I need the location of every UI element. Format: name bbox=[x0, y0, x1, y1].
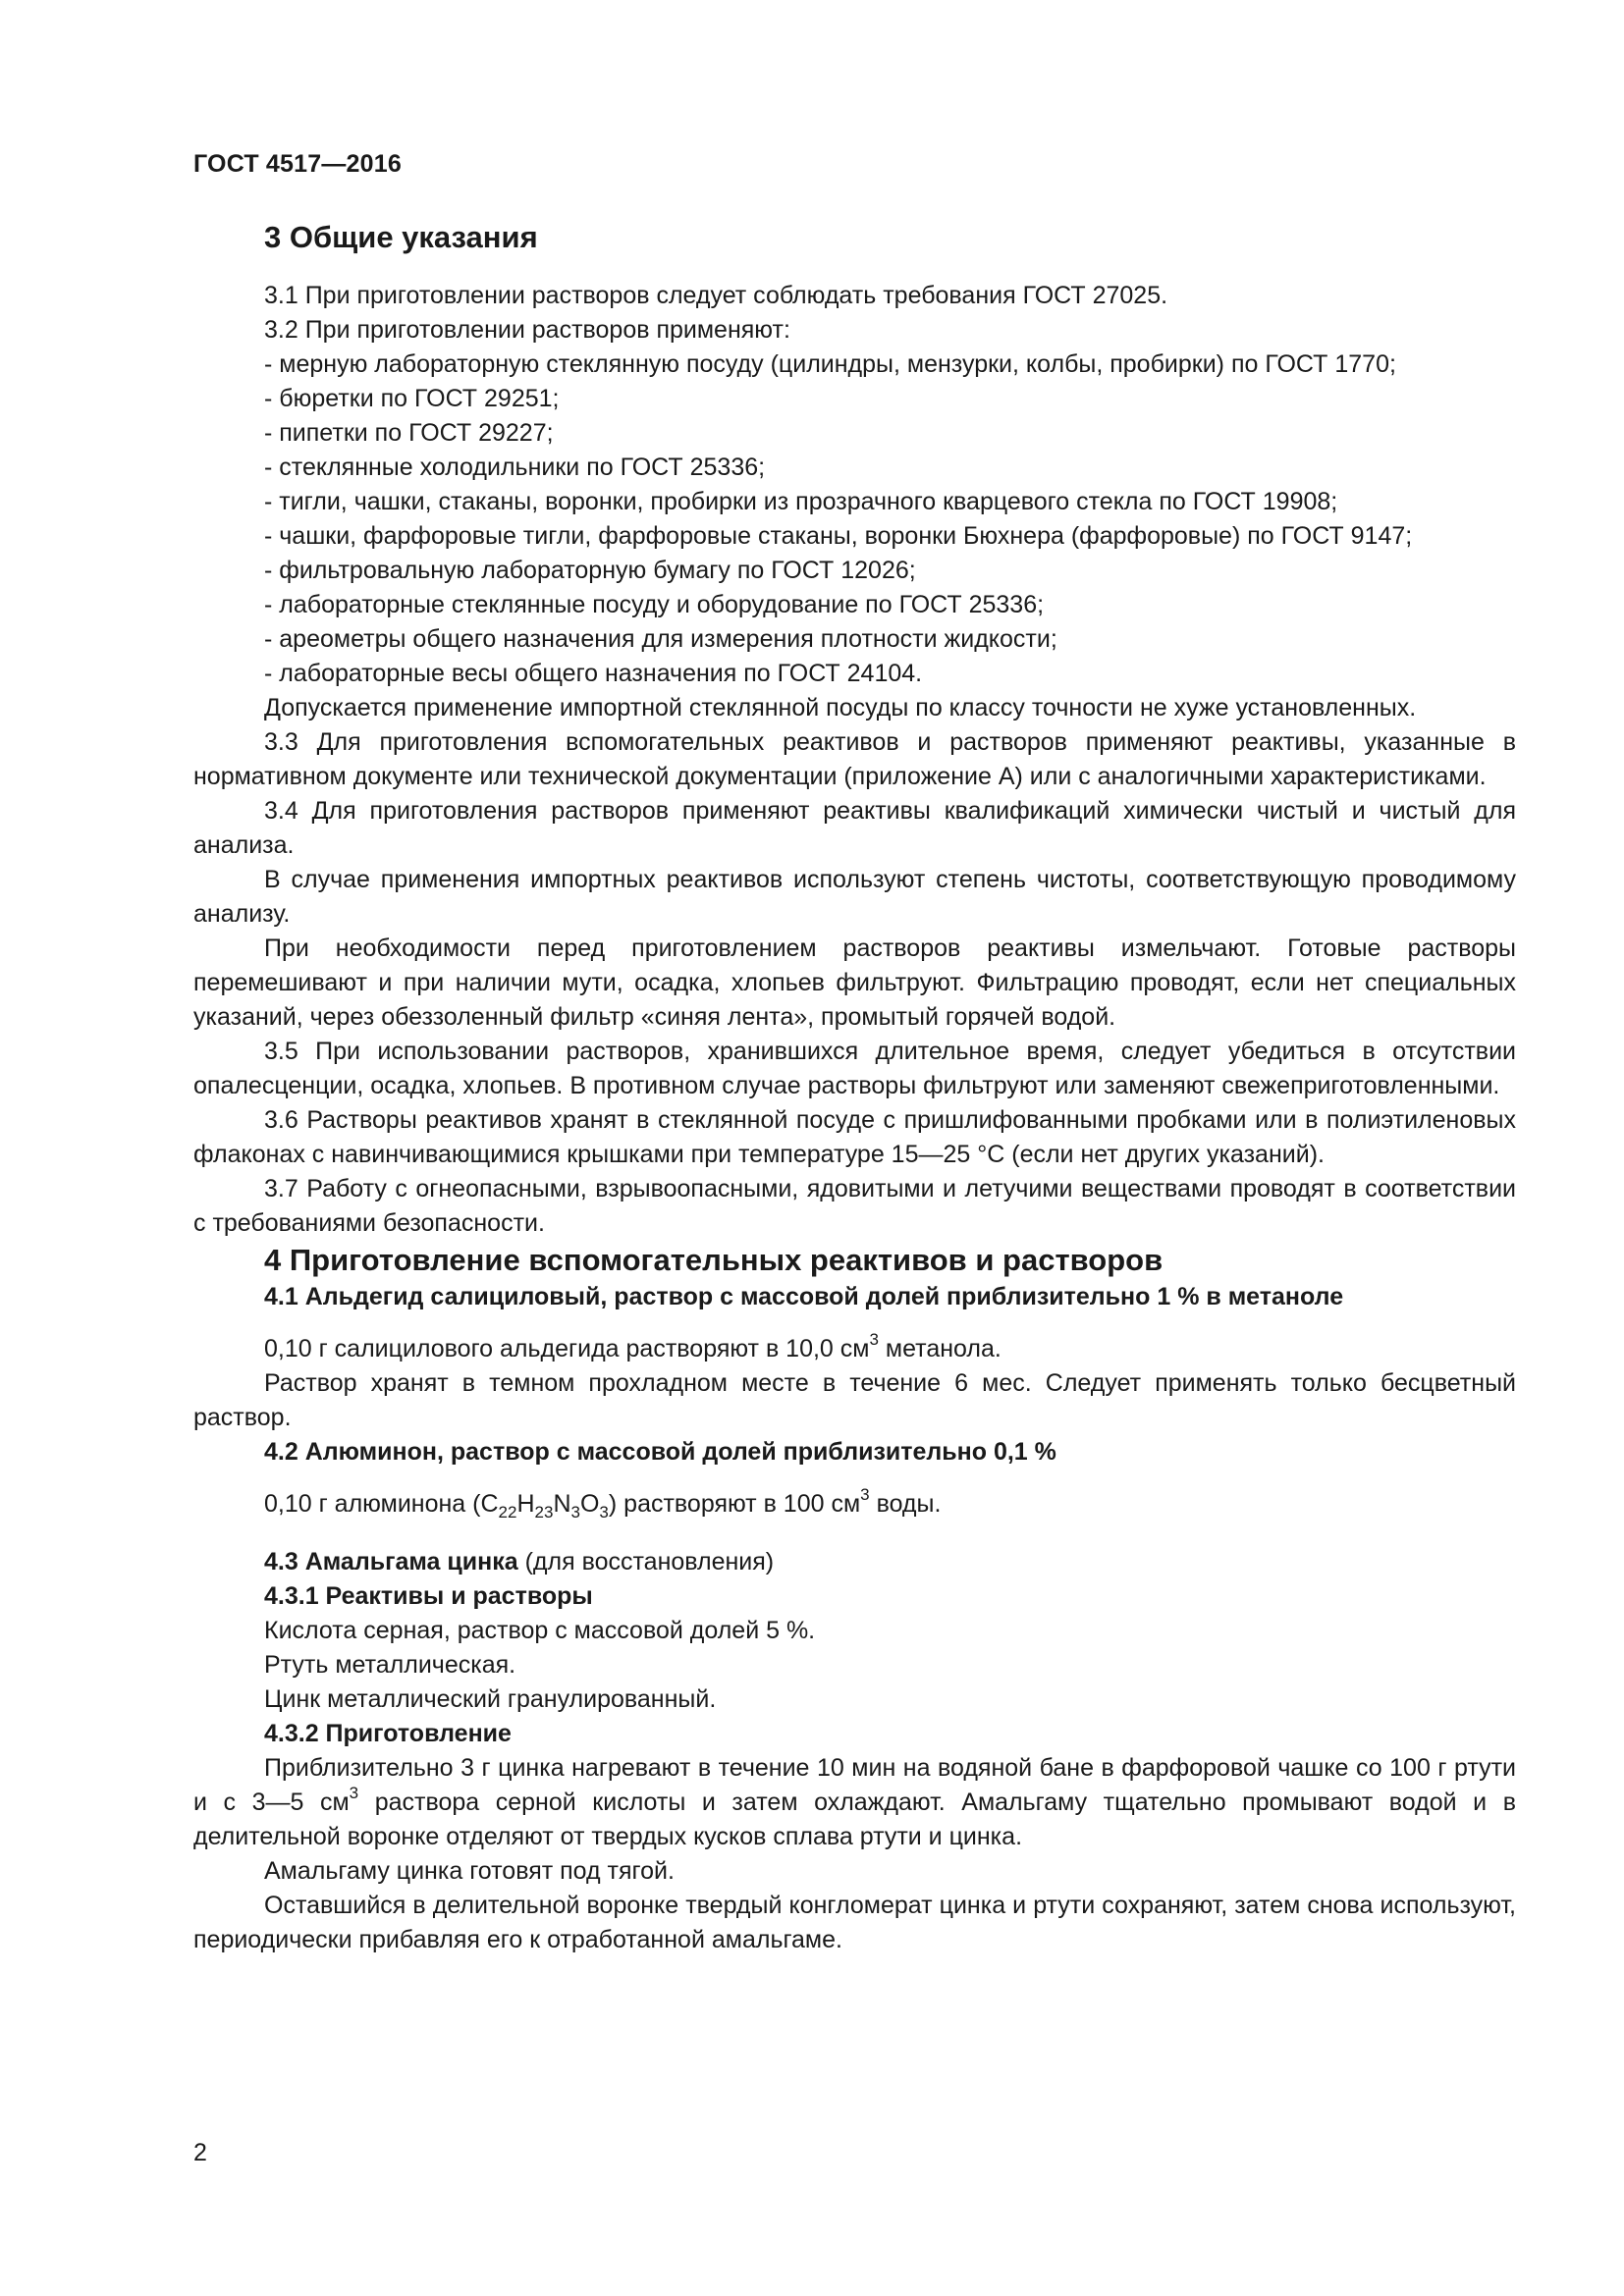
subscript: 23 bbox=[534, 1503, 554, 1522]
list-item: - мерную лабораторную стеклянную посуду (цилиндры, мензурки, колбы, пробирки) по ГОСТ 1770; bbox=[264, 350, 1396, 378]
list-item: - пипетки по ГОСТ 29227; bbox=[264, 419, 554, 447]
clause-4-2-recipe bbox=[193, 1484, 1516, 1522]
section-3-title: 3 Общие указания bbox=[264, 220, 538, 254]
reagent-item: Ртуть металлическая. bbox=[264, 1651, 516, 1679]
subscript: 3 bbox=[570, 1503, 580, 1522]
clause-4-3-2-procedure bbox=[193, 1751, 1516, 1854]
import-glassware-note: Допускается применение импортной стеклянной посуды по классу точности не хуже установленных. bbox=[264, 694, 1417, 721]
clause-4-1-recipe bbox=[193, 1329, 1516, 1366]
import-reagents-note: В случае применения импортных реактивов используют степень чистоты, соответствующую проводимому анализу. bbox=[193, 866, 1516, 928]
formula-symbol: N bbox=[553, 1490, 571, 1518]
document-body bbox=[193, 218, 1516, 1957]
procedure-text: раствора серной кислоты и затем охлаждают. Амальгаму тщательно промывают водой и в делительной воронке отделяют от твердых кусков сплава ртути и цинка. bbox=[193, 1789, 1516, 1850]
subscript: 3 bbox=[599, 1503, 609, 1522]
formula-symbol: Н bbox=[516, 1490, 535, 1518]
subsection-4-1-title: 4.1 Альдегид салициловый, раствор с массовой долей приблизительно 1 % в метаноле bbox=[264, 1283, 1344, 1310]
recipe-text: 0,10 г алюминона (С bbox=[264, 1490, 499, 1518]
clause-4-1-storage: Раствор хранят в темном прохладном месте в течение 6 мес. Следует применять только бесцветный раствор. bbox=[193, 1369, 1516, 1431]
recipe-text: 0,10 г салицилового альдегида растворяют в 10,0 см bbox=[264, 1335, 870, 1362]
page-number: 2 bbox=[193, 2139, 207, 2166]
subsection-4-2-title: 4.2 Алюминон, раствор с массовой долей приблизительно 0,1 % bbox=[264, 1438, 1056, 1466]
clause-3-1: 3.1 При приготовлении растворов следует соблюдать требования ГОСТ 27025. bbox=[264, 282, 1168, 309]
clause-3-7: 3.7 Работу с огнеопасными, взрывоопасными, ядовитыми и летучими веществами проводят в соответствии с требованиями безопасности. bbox=[193, 1175, 1516, 1237]
subsection-4-3-title-bold: 4.3 Амальгама цинка bbox=[264, 1548, 518, 1575]
list-item: - фильтровальную лабораторную бумагу по ГОСТ 12026; bbox=[264, 557, 916, 584]
reagent-item: Цинк металлический гранулированный. bbox=[264, 1685, 717, 1713]
superscript: 3 bbox=[869, 1329, 879, 1349]
grinding-filtering-note: При необходимости перед приготовлением растворов реактивы измельчают. Готовые растворы перемешивают и при наличии мути, осадка, хлопьев фильтруют. Фильтрацию проводят, если нет специальных указаний, через обеззоленный фильтр «синяя лента», промытый горячей водой. bbox=[193, 934, 1516, 1031]
superscript: 3 bbox=[349, 1783, 359, 1802]
reagent-item: Кислота серная, раствор с массовой долей 5 %. bbox=[264, 1617, 816, 1644]
document-header: ГОСТ 4517—2016 bbox=[193, 150, 402, 178]
list-item: - чашки, фарфоровые тигли, фарфоровые стаканы, воронки Бюхнера (фарфоровые) по ГОСТ 9147; bbox=[264, 522, 1413, 550]
clause-3-2: 3.2 При приготовлении растворов применяют: bbox=[264, 316, 790, 344]
recipe-text: воды. bbox=[869, 1490, 942, 1518]
clause-3-6: 3.6 Растворы реактивов хранят в стеклянной посуде с пришлифованными пробками или в полиэтиленовых флаконах с навинчивающимися крышками при температуре 15—25 °С (если нет других указаний). bbox=[193, 1106, 1516, 1168]
list-item: - бюретки по ГОСТ 29251; bbox=[264, 385, 560, 412]
clause-3-3: 3.3 Для приготовления вспомогательных реактивов и растворов применяют реактивы, указанные в нормативном документе или технической документации (приложение А) или с аналогичными характеристиками. bbox=[193, 728, 1516, 790]
superscript: 3 bbox=[860, 1484, 870, 1504]
clause-4-3-2-fume-hood: Амальгаму цинка готовят под тягой. bbox=[264, 1857, 675, 1885]
recipe-text: метанола. bbox=[878, 1335, 1001, 1362]
list-item: - тигли, чашки, стаканы, воронки, пробирки из прозрачного кварцевого стекла по ГОСТ 19908; bbox=[264, 488, 1338, 515]
procedure-text: Приблизительно 3 г цинка нагревают в течение 10 мин на водяной бане в фарфоровой чашке со 100 г ртути и с 3—5 см bbox=[193, 1754, 1516, 1816]
list-item: - стеклянные холодильники по ГОСТ 25336; bbox=[264, 454, 766, 481]
clause-3-5: 3.5 При использовании растворов, хранившихся длительное время, следует убедиться в отсутствии опалесценции, осадка, хлопьев. В противном случае растворы фильтруют или заменяют свежеприготовленными. bbox=[193, 1038, 1516, 1099]
subsection-4-3-title-rest: (для восстановления) bbox=[517, 1548, 775, 1575]
list-item: - ареометры общего назначения для измерения плотности жидкости; bbox=[264, 625, 1057, 653]
section-4-title: 4 Приготовление вспомогательных реактивов и растворов bbox=[264, 1243, 1164, 1277]
clause-4-3-2-reuse: Оставшийся в делительной воронке твердый конгломерат цинка и ртути сохраняют, затем снова используют, периодически прибавляя его к отработанной амальгаме. bbox=[193, 1892, 1516, 1953]
clause-3-4: 3.4 Для приготовления растворов применяют реактивы квалификаций химически чистый и чистый для анализа. bbox=[193, 797, 1516, 859]
list-item: - лабораторные весы общего назначения по ГОСТ 24104. bbox=[264, 660, 923, 687]
subsection-4-3-2-title: 4.3.2 Приготовление bbox=[264, 1720, 512, 1747]
formula-symbol: O bbox=[579, 1490, 600, 1518]
subsection-4-3-1-title: 4.3.1 Реактивы и растворы bbox=[264, 1582, 593, 1610]
subscript: 22 bbox=[498, 1503, 517, 1522]
list-item: - лабораторные стеклянные посуду и оборудование по ГОСТ 25336; bbox=[264, 591, 1045, 618]
subsection-4-3-title bbox=[193, 1545, 1516, 1579]
recipe-text: ) растворяют в 100 см bbox=[608, 1490, 861, 1518]
